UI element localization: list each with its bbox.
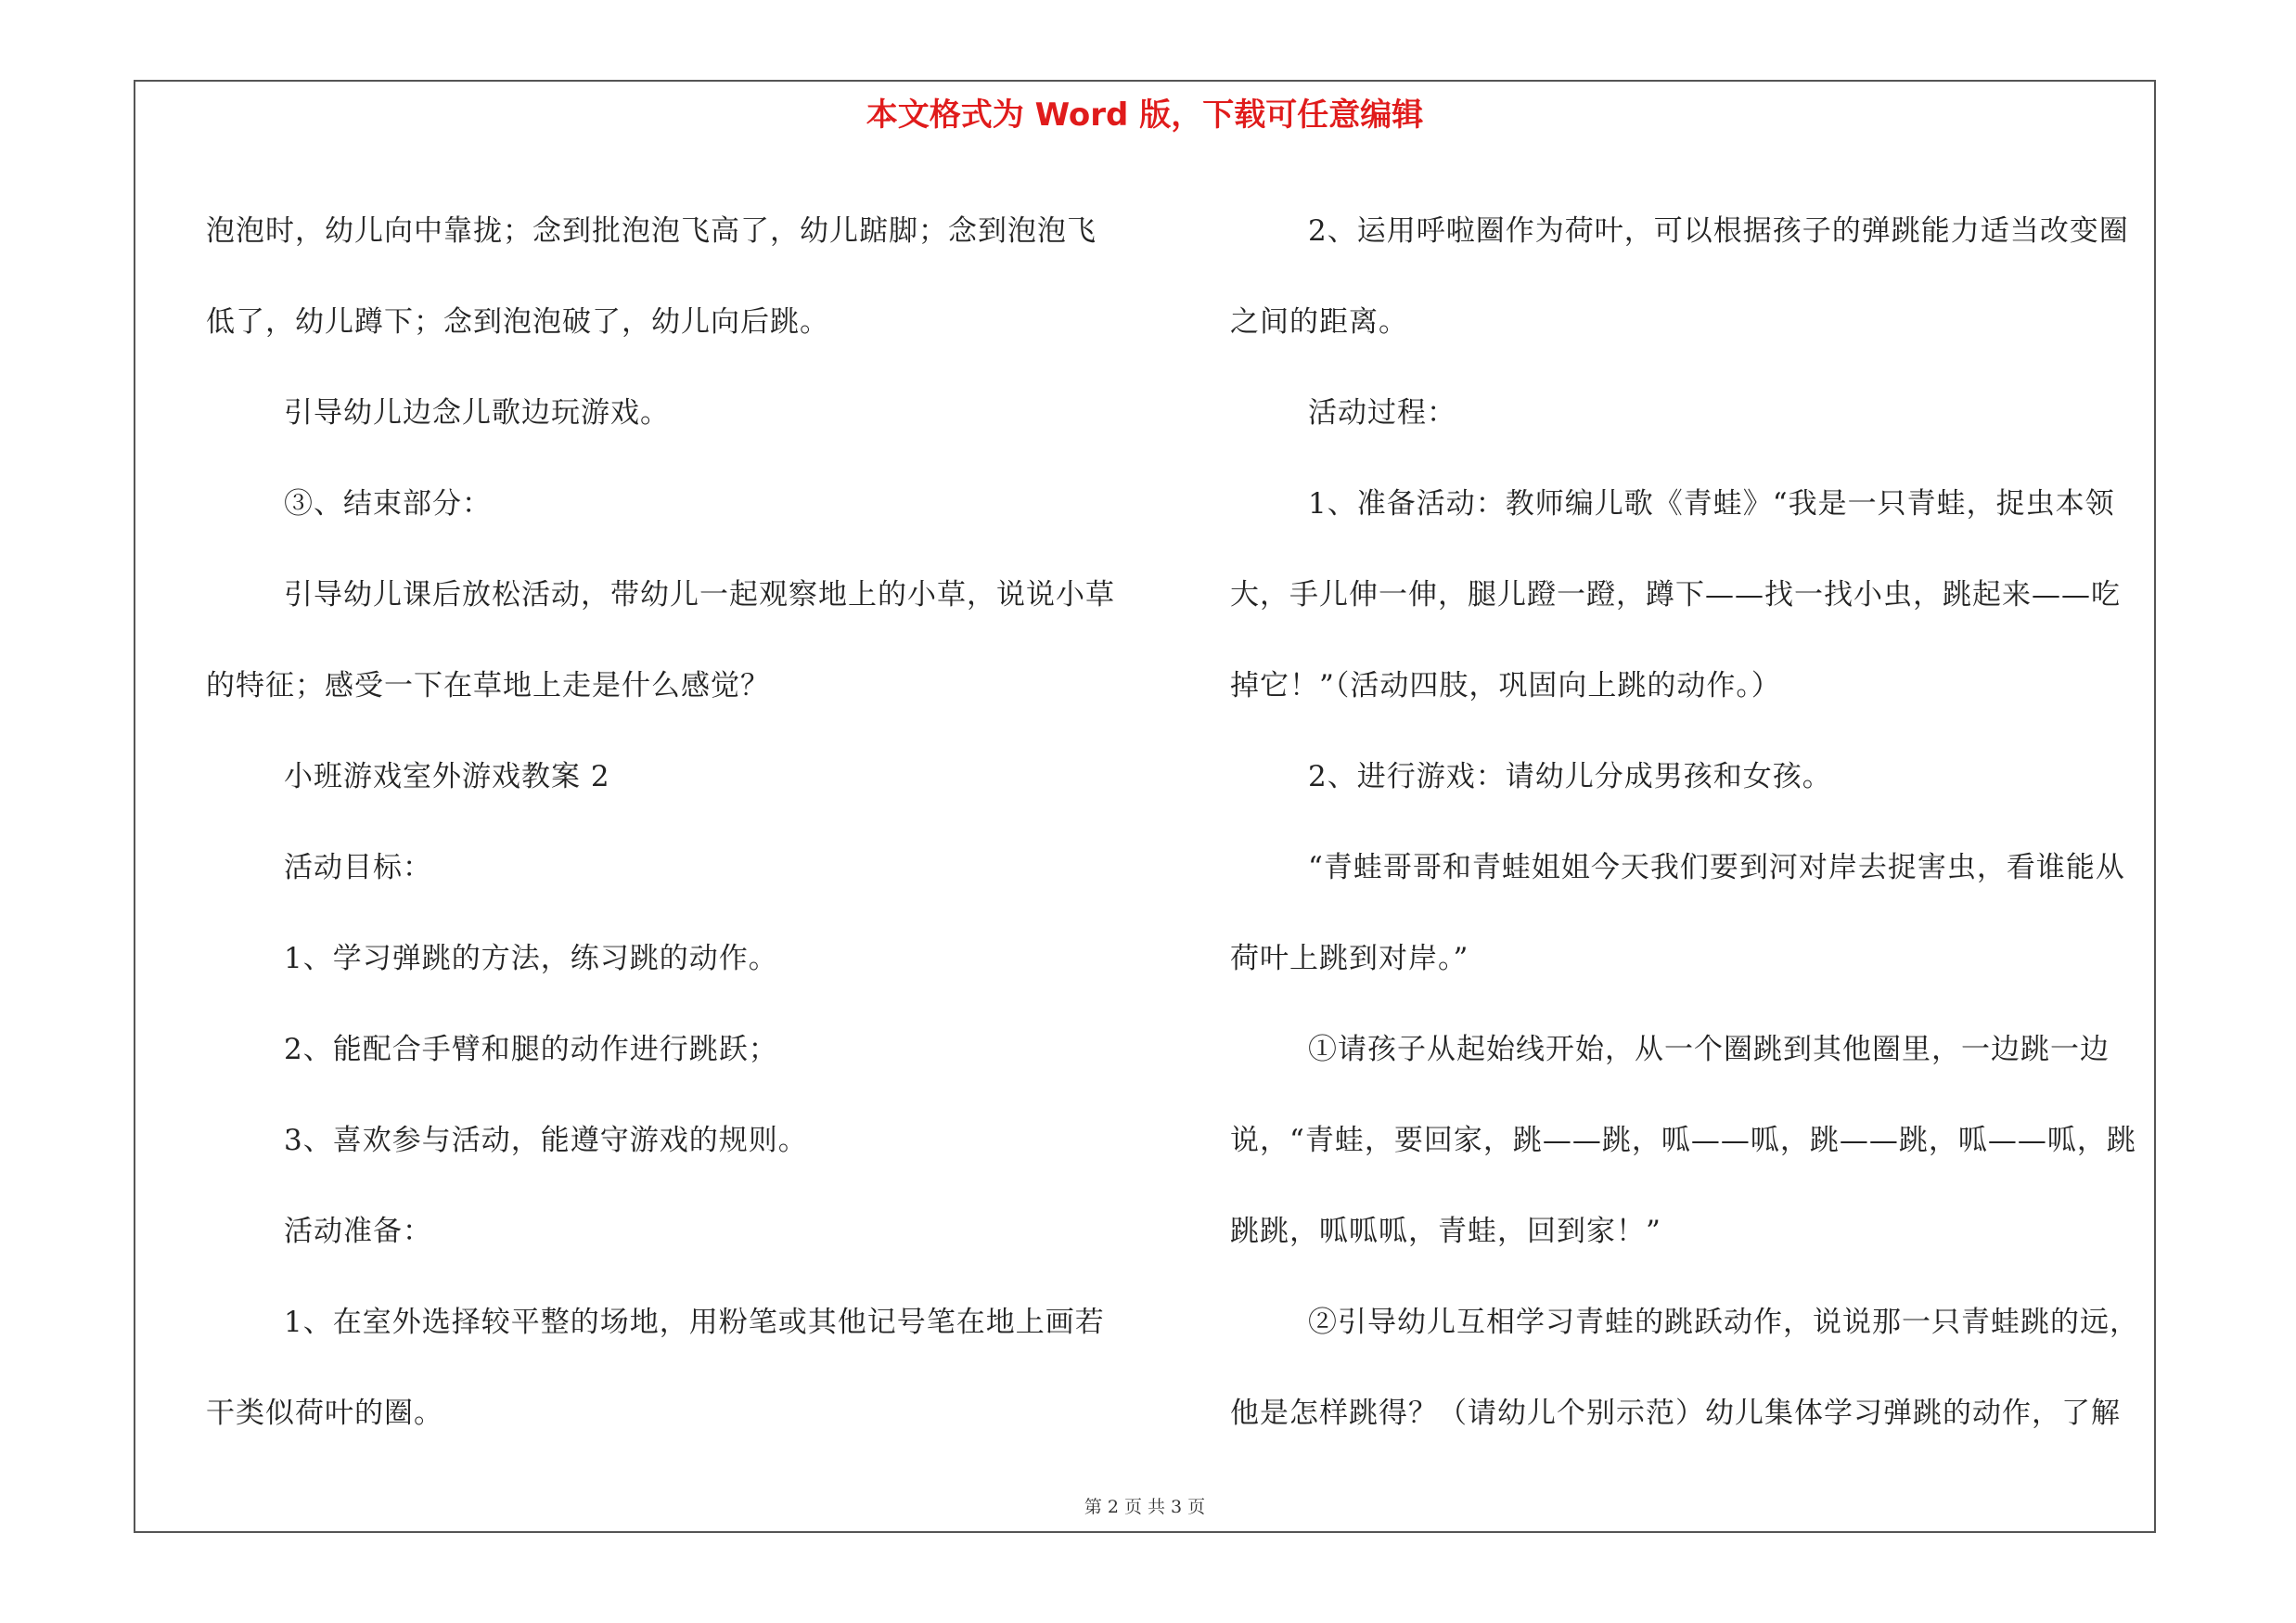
paragraph: 活动过程： bbox=[1308, 396, 1456, 430]
paragraph: ③、结束部分： bbox=[284, 487, 492, 521]
paragraph: “青蛙哥哥和青蛙姐姐今天我们要到河对岸去捉害虫，看谁能从荷叶上跳到对岸。” bbox=[1230, 851, 2125, 975]
page-number: 第 2 页 共 3 页 bbox=[1084, 1497, 1206, 1517]
paragraph: 活动目标： bbox=[284, 851, 432, 884]
page-frame bbox=[134, 80, 2156, 1533]
paragraph: 2、能配合手臂和腿的动作进行跳跃； bbox=[284, 1033, 778, 1066]
format-banner: 本文格式为 Word 版，下载可任意编辑 bbox=[866, 97, 1424, 134]
paragraph: ②引导幼儿互相学习青蛙的跳跃动作，说说那一只青蛙跳的远，他是怎样跳得？（请幼儿个别示范）幼儿集体学习弹跳的动作，了解 bbox=[1230, 1306, 2139, 1430]
paragraph: 3、喜欢参与活动，能遵守游戏的规则。 bbox=[284, 1124, 808, 1157]
paragraph: 1、学习弹跳的方法，练习跳的动作。 bbox=[284, 942, 778, 975]
paragraph: 活动准备： bbox=[284, 1215, 432, 1248]
paragraph: 小班游戏室外游戏教案 2 bbox=[284, 760, 610, 793]
right-column bbox=[1230, 186, 2148, 1459]
paragraph: ①请孩子从起始线开始，从一个圈跳到其他圈里，一边跳一边说，“青蛙，要回家，跳——跳，呱——呱，跳——跳，呱——呱，跳跳跳，呱呱呱，青蛙，回到家！” bbox=[1230, 1033, 2136, 1248]
paragraph: 2、进行游戏：请幼儿分成男孩和女孩。 bbox=[1308, 760, 1832, 793]
paragraph: 引导幼儿课后放松活动，带幼儿一起观察地上的小草，说说小草的特征；感受一下在草地上走是什么感觉？ bbox=[206, 578, 1115, 702]
paragraph: 1、在室外选择较平整的场地，用粉笔或其他记号笔在地上画若干类似荷叶的圈。 bbox=[206, 1306, 1105, 1430]
paragraph: 1、准备活动：教师编儿歌《青蛙》“我是一只青蛙，捉虫本领大，手儿伸一伸，腿儿蹬一蹬，蹲下——找一找小虫，跳起来——吃掉它！”（活动四肢，巩固向上跳的动作。） bbox=[1230, 487, 2121, 702]
paragraph: 2、运用呼啦圈作为荷叶，可以根据孩子的弹跳能力适当改变圈之间的距离。 bbox=[1230, 214, 2129, 339]
paragraph: 泡泡时，幼儿向中靠拢；念到批泡泡飞高了，幼儿踮脚；念到泡泡飞低了，幼儿蹲下；念到泡泡破了，幼儿向后跳。 bbox=[206, 214, 1097, 339]
paragraph: 引导幼儿边念儿歌边玩游戏。 bbox=[284, 396, 670, 430]
left-column bbox=[206, 186, 1124, 1459]
